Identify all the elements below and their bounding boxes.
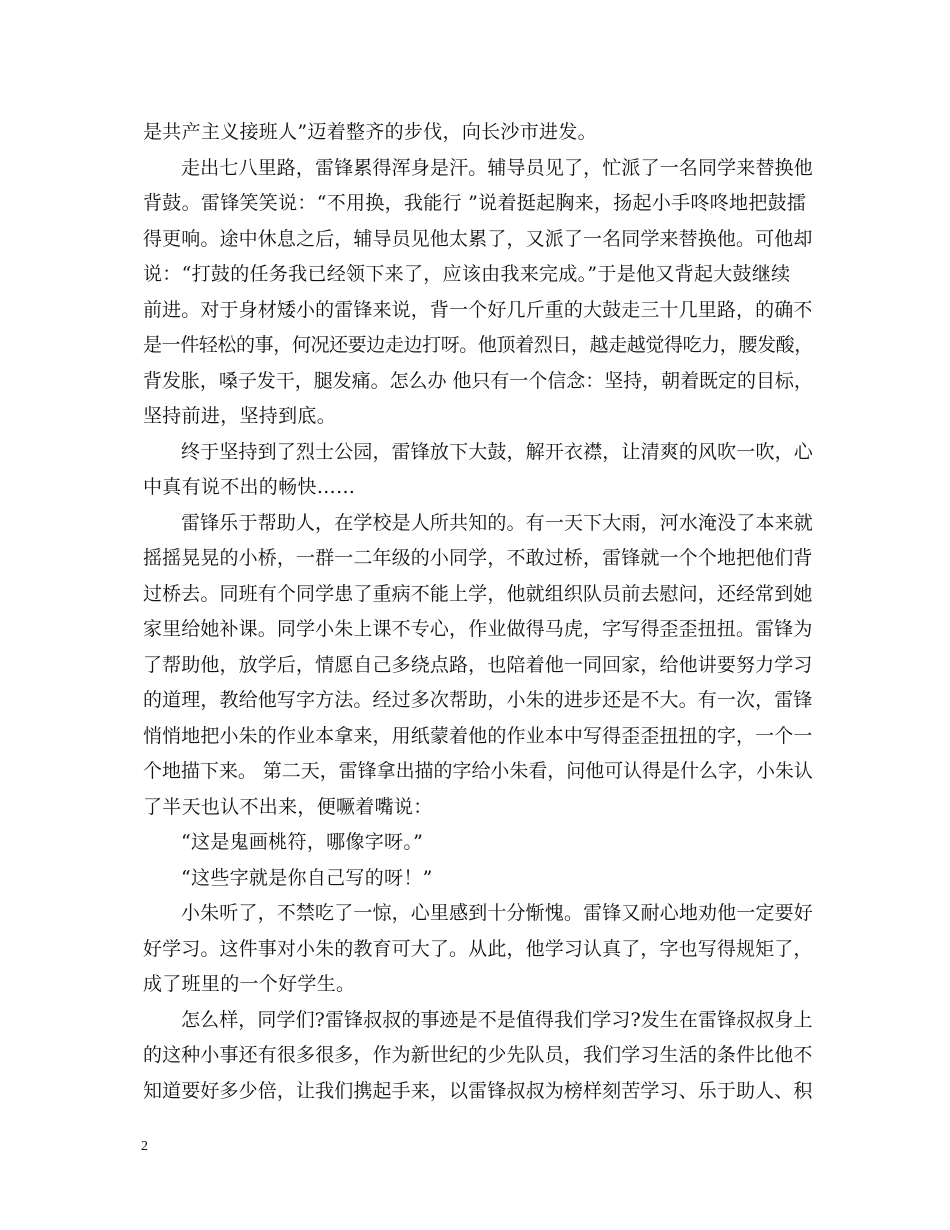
- text-line: 个地描下来。 第二天，雷锋拿出描的字给小朱看，问他可认得是什么字，小朱认: [143, 760, 813, 782]
- text-line: 走出七八里路，雷锋累得浑身是汗。辅导员见了，忙派了一名同学来替换他: [181, 156, 813, 179]
- text-line: 是一件轻松的事，何况还要边走边打呀。他顶着烈日，越走越觉得吃力，腰发酸，: [143, 334, 813, 356]
- text-line: 好学习。这件事对小朱的教育可大了。从此，他学习认真了，字也写得规矩了，: [143, 937, 813, 960]
- text-line: 雷锋乐于帮助人，在学校是人所共知的。有一天下大雨，河水淹没了本来就: [181, 511, 813, 534]
- text-line: 家里给她补课。同学小朱上课不专心，作业做得马虎，字写得歪歪扭扭。雷锋为: [143, 618, 813, 640]
- text-line: 怎么样，同学们?雷锋叔叔的事迹是不是值得我们学习?发生在雷锋叔叔身上: [181, 1008, 813, 1031]
- text-line: “这些字就是你自己写的呀！”: [181, 866, 433, 889]
- text-line: 摇摇晃晃的小桥，一群一二年级的小同学，不敢过桥，雷锋就一个个地把他们背: [143, 547, 813, 569]
- text-line: 悄悄地把小朱的作业本拿来，用纸蒙着他的作业本中写得歪歪扭扭的字，一个一: [143, 724, 813, 747]
- text-line: 得更响。途中休息之后，辅导员见他太累了，又派了一名同学来替换他。可他却: [143, 227, 813, 250]
- text-line: 的道理，教给他写字方法。经过多次帮助，小朱的进步还是不大。有一次，雷锋: [143, 689, 813, 711]
- text-line: 中真有说不出的畅快……: [143, 476, 356, 498]
- page-number: 2: [141, 1139, 148, 1154]
- text-line: 说：“打鼓的任务我已经领下来了，应该由我来完成。”于是他又背起大鼓继续: [143, 263, 791, 285]
- text-line: “这是鬼画桃符，哪像字呀。”: [181, 831, 424, 853]
- text-line: 背发胀，嗓子发干，腿发痛。怎么办 他只有一个信念：坚持，朝着既定的目标，: [143, 369, 813, 392]
- text-line: 了帮助他，放学后，情愿自己多绕点路，也陪着他一同回家，给他讲要努力学习: [143, 653, 813, 676]
- body-text: [143, 115, 813, 1109]
- text-line: 小朱听了，不禁吃了一惊，心里感到十分惭愧。雷锋又耐心地劝他一定要好: [181, 902, 813, 924]
- text-line: 成了班里的一个好学生。: [143, 973, 356, 995]
- text-line: 是共产主义接班人”迈着整齐的步伐，向长沙市进发。: [143, 121, 597, 143]
- text-line: 的这种小事还有很多很多，作为新世纪的少先队员，我们学习生活的条件比他不: [143, 1044, 813, 1066]
- text-line: 前进。对于身材矮小的雷锋来说，背一个好几斤重的大鼓走三十几里路，的确不: [143, 298, 813, 321]
- text-line: 背鼓。雷锋笑笑说：“不用换，我能行 ”说着挺起胸来，扬起小手咚咚地把鼓擂: [143, 192, 807, 214]
- text-line: 过桥去。同班有个同学患了重病不能上学，他就组织队员前去慰问，还经常到她: [143, 582, 813, 605]
- text-line: 坚持前进，坚持到底。: [143, 405, 337, 427]
- text-line: 终于坚持到了烈士公园，雷锋放下大鼓，解开衣襟，让清爽的风吹一吹，心: [181, 440, 813, 463]
- text-line: 了半天也认不出来，便噘着嘴说：: [143, 795, 433, 818]
- text-line: 知道要好多少倍，让我们携起手来，以雷锋叔叔为榜样刻苦学习、乐于助人、积: [143, 1079, 813, 1102]
